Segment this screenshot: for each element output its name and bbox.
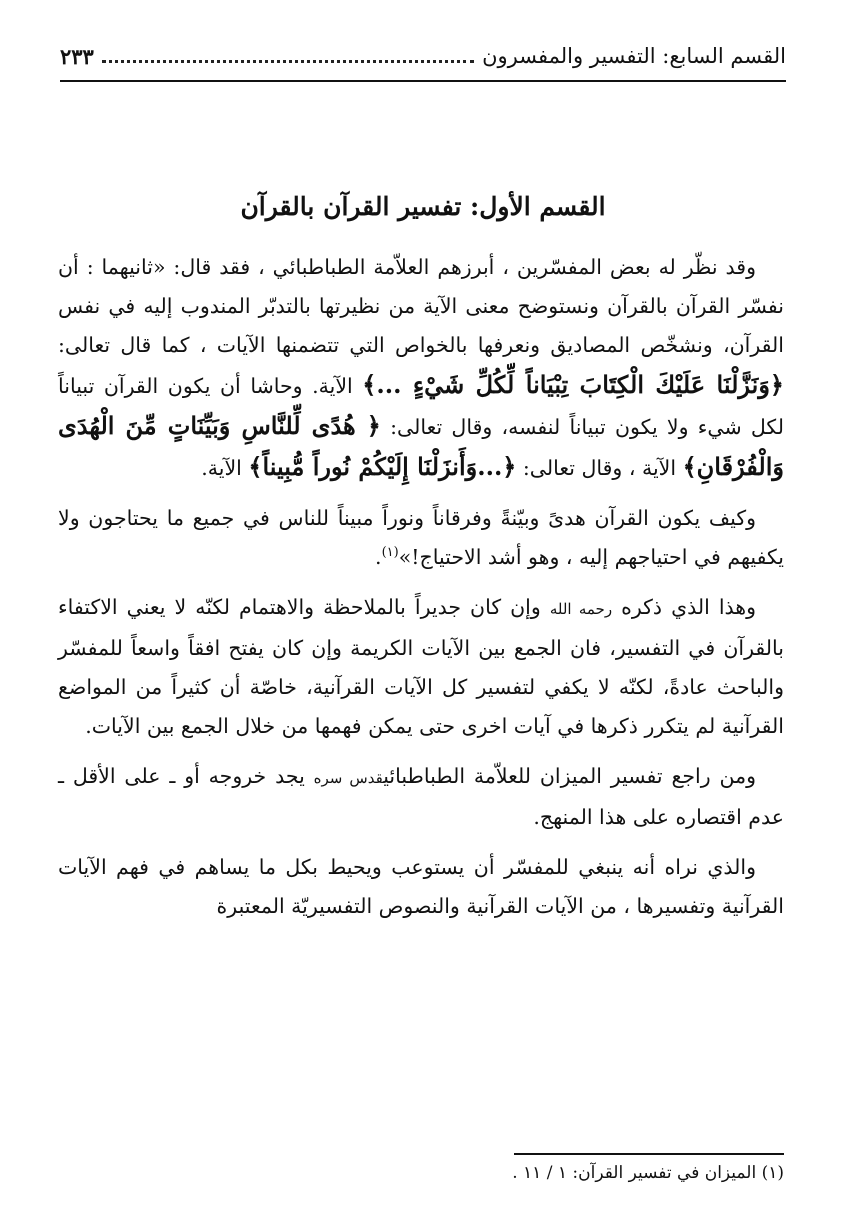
paragraph-text: الآية. وحاشا أن يكون القرآن تبياناً لكل شيء ولا يكون تبياناً لنفسه، وقال تعالى:: [58, 374, 784, 439]
paragraph-text: .: [375, 545, 382, 569]
section-heading: القسم الأول: تفسير القرآن بالقرآن: [240, 192, 606, 221]
footnote-reference[interactable]: (١): [381, 545, 399, 561]
honorific-glyph: قدس سره: [313, 769, 384, 787]
header-rule: [60, 80, 786, 82]
paragraph-3: [58, 588, 784, 746]
quran-verse: ﴿...وَأَنزَلْنَا إِلَيْكُمْ نُوراً مُّبِيناً﴾: [248, 452, 517, 481]
paragraph-5: [58, 848, 784, 926]
paragraph-text: وكيف يكون القرآن هدىً وبيّنةً وفرقاناً ونوراً مبيناً للناس في جميع ما يحتاجون ولا يكفيهم في احتياجهم إليه ، وهو أشد الاحتياج!»: [58, 506, 784, 569]
quran-verse: ﴿ هُدًى لِّلنَّاسِ وَبَيِّنَاتٍ مِّنَ الْهُدَى وَالْفُرْقَانِ﴾: [58, 411, 784, 481]
footnote-rule: [514, 1153, 784, 1155]
paragraph-4: [58, 757, 784, 837]
paragraph-text: يجد خروجه أو ـ على الأقل ـ عدم اقتصاره على هذا المنهج.: [58, 764, 784, 829]
quran-verse: ﴿وَنَزَّلْنَا عَلَيْكَ الْكِتَابَ تِبْيَاناً لِّكُلِّ شَيْءٍ ...﴾: [362, 370, 784, 399]
paragraph-text: وإن كان جديراً بالملاحظة والاهتمام لكنّه لا يعني الاكتفاء بالقرآن في التفسير، فان الجمع بين الآيات الكريمة وإن كان يفتح افقاً واسعاً للمفسّر والباحث عادةً، لكنّه لا يكفي لتفسير كل الآيات القرآنية، خاصّة أن كثيراً من المواضع القرآنية لم يتكرر ذكرها في آيات اخرى حتى يمكن فهمها من خلال الجمع بين الآيات.: [58, 595, 784, 738]
paragraph-text: الآية ، وقال تعالى:: [516, 456, 683, 480]
paragraph-text: والذي نراه أنه ينبغي للمفسّر أن يستوعب ويحيط بكل ما يساهم في فهم الآيات القرآنية وتفسيرها ، من الآيات القرآنية والنصوص التفسيريّة المعتبرة: [58, 855, 784, 918]
running-header-title: القسم السابع: التفسير والمفسرون: [482, 44, 786, 68]
paragraph-text: وقد نظّر له بعض المفسّرين ، أبرزهم العلاّمة الطباطبائي ، فقد قال: «ثانيهما : أن نفسّر القرآن بالقرآن ونستوضح معنى الآية من نظيرتها بالتدبّر المندوب إليه في نفس القرآن، ونشخّص المصاديق ونعرفها بالخواص التي تتضمنها الآيات ، كما قال تعالى:: [58, 255, 784, 357]
body-text: [58, 248, 784, 926]
running-header: [60, 38, 786, 74]
paragraph-text: الآية.: [201, 456, 249, 480]
page-number: ٢٣٣: [60, 43, 94, 69]
paragraph-text: ومن راجع تفسير الميزان للعلاّمة الطباطبائي: [383, 764, 756, 788]
footnote: (١) الميزان في تفسير القرآن: ١ / ١١ .: [512, 1163, 784, 1183]
paragraph-text: وهذا الذي ذكره: [612, 595, 757, 619]
paragraph-1: [58, 248, 784, 488]
honorific-glyph: رحمه الله: [549, 600, 613, 618]
paragraph-2: [58, 499, 784, 577]
dot-leader: [102, 60, 474, 63]
